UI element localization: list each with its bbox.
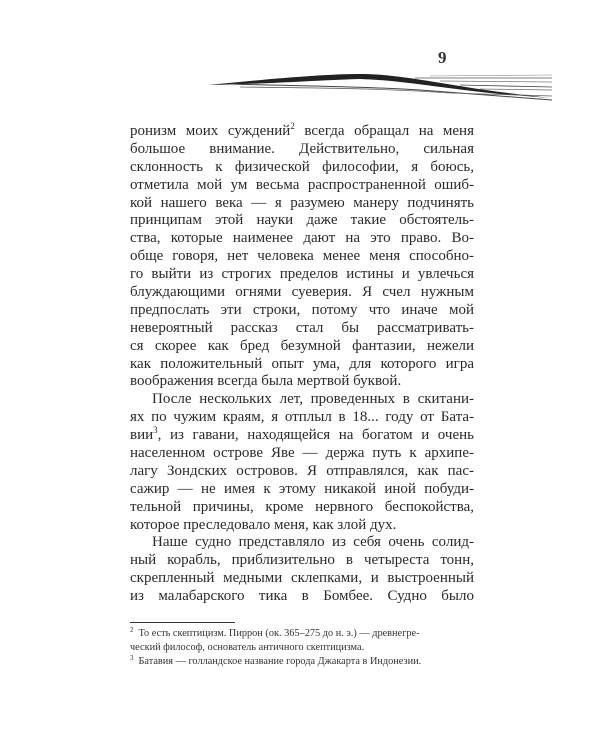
text-line [130, 284, 474, 302]
footnote-rule [130, 622, 235, 623]
page-number: 9 [438, 48, 447, 67]
text-segment: склонность к физической философии, я боюсь, [130, 158, 474, 175]
text-segment: блуждающими огнями суеверия. Я счел нужным [130, 284, 474, 301]
text-line [130, 159, 474, 177]
text-line [130, 356, 474, 374]
text-line [130, 481, 474, 499]
text-line [130, 588, 474, 606]
text-segment: предпослать эти строки, потому что иначе мой [130, 301, 474, 318]
text-line [130, 391, 474, 409]
text-line [130, 570, 474, 588]
decorative-brush-stroke [200, 66, 560, 102]
body-text [130, 123, 474, 606]
text-segment: го выйти из строгих пределов истины и увлечься [130, 266, 474, 283]
text-segment: ный корабль, приблизительно в четыреста тонн, [130, 552, 474, 569]
text-segment: обще говоря, нет человека менее меня способно- [130, 248, 474, 265]
footnote-text: Батавия — голландское название города Джакарта в Индонезии. [138, 656, 422, 667]
footnote-text: То есть скептицизм. Пиррон (ок. 365–275 до н. э.) — древнегре- [138, 628, 420, 639]
text-line [130, 302, 474, 320]
text-segment: скрепленный медными склепками, и выстроенный [130, 570, 474, 587]
text-line [130, 499, 474, 517]
text-segment: кой нашего века — я разумею манеру подчинять [130, 194, 474, 211]
text-segment: всегда обращал на меня [294, 123, 474, 139]
text-line [130, 373, 474, 391]
text-line [130, 123, 474, 141]
footnote-line [130, 627, 480, 641]
footnotes [130, 627, 480, 669]
text-segment: которое преследовало меня, как злой дух. [130, 516, 397, 533]
text-segment: принципам этой науки даже такие обстоятель- [130, 212, 474, 229]
text-segment: невероятный рассказ стал бы рассматривать- [130, 319, 474, 336]
text-segment: воображения всегда была мертвой буквой. [130, 373, 402, 390]
footnote-line [130, 655, 480, 669]
text-line [130, 177, 474, 195]
text-segment: ства, которые наименее дают на это право. Во- [130, 230, 474, 247]
footnote-line [130, 641, 480, 655]
text-line [130, 409, 474, 427]
text-segment: отметила мой ум весьма распространенной ошиб- [130, 176, 474, 193]
text-line [130, 338, 474, 356]
text-segment: ронизм моих суждений [130, 123, 291, 139]
text-line [130, 248, 474, 266]
text-segment: Наше судно представляло из себя очень солид- [152, 534, 474, 551]
footnote-number: 2 [130, 626, 134, 634]
text-segment: лагу Зондских островов. Я отправлялся, как пас- [130, 462, 474, 479]
text-segment: населенном острове Яве — держа путь к архипе- [130, 445, 474, 462]
text-line [130, 445, 474, 463]
text-segment: большое внимание. Действительно, сильная [130, 140, 474, 157]
text-segment: тельной причины, кроме нервного беспокойства, [130, 498, 474, 515]
text-line [130, 195, 474, 213]
text-line [130, 534, 474, 552]
text-line [130, 320, 474, 338]
text-line [130, 141, 474, 159]
text-line [130, 552, 474, 570]
text-line [130, 212, 474, 230]
text-segment: ся скорее как бред безумной фантазии, нежели [130, 337, 474, 354]
text-segment: как положительный опыт ума, для которого игра [130, 355, 474, 372]
text-line [130, 517, 474, 535]
text-line [130, 427, 474, 445]
footnote-marker[interactable]: 2 [290, 121, 295, 131]
footnote-text: ческий философ, основатель античного скептицизма. [130, 642, 365, 653]
text-line [130, 266, 474, 284]
text-segment: сажир — не имея к этому никакой иной побуди- [130, 480, 474, 497]
text-line [130, 463, 474, 481]
text-segment: , из гавани, находящейся на богатом и очень [157, 427, 474, 444]
text-line [130, 230, 474, 248]
text-segment: вии [130, 427, 154, 444]
text-segment: После нескольких лет, проведенных в скитани- [152, 391, 474, 408]
footnote-number: 3 [130, 654, 134, 662]
text-segment: ях по чужим краям, я отплыл в 18... году от Бата- [130, 409, 474, 426]
text-segment: из малабарского тика в Бомбее. Судно было [130, 588, 474, 605]
footnote-marker[interactable]: 3 [153, 425, 158, 436]
